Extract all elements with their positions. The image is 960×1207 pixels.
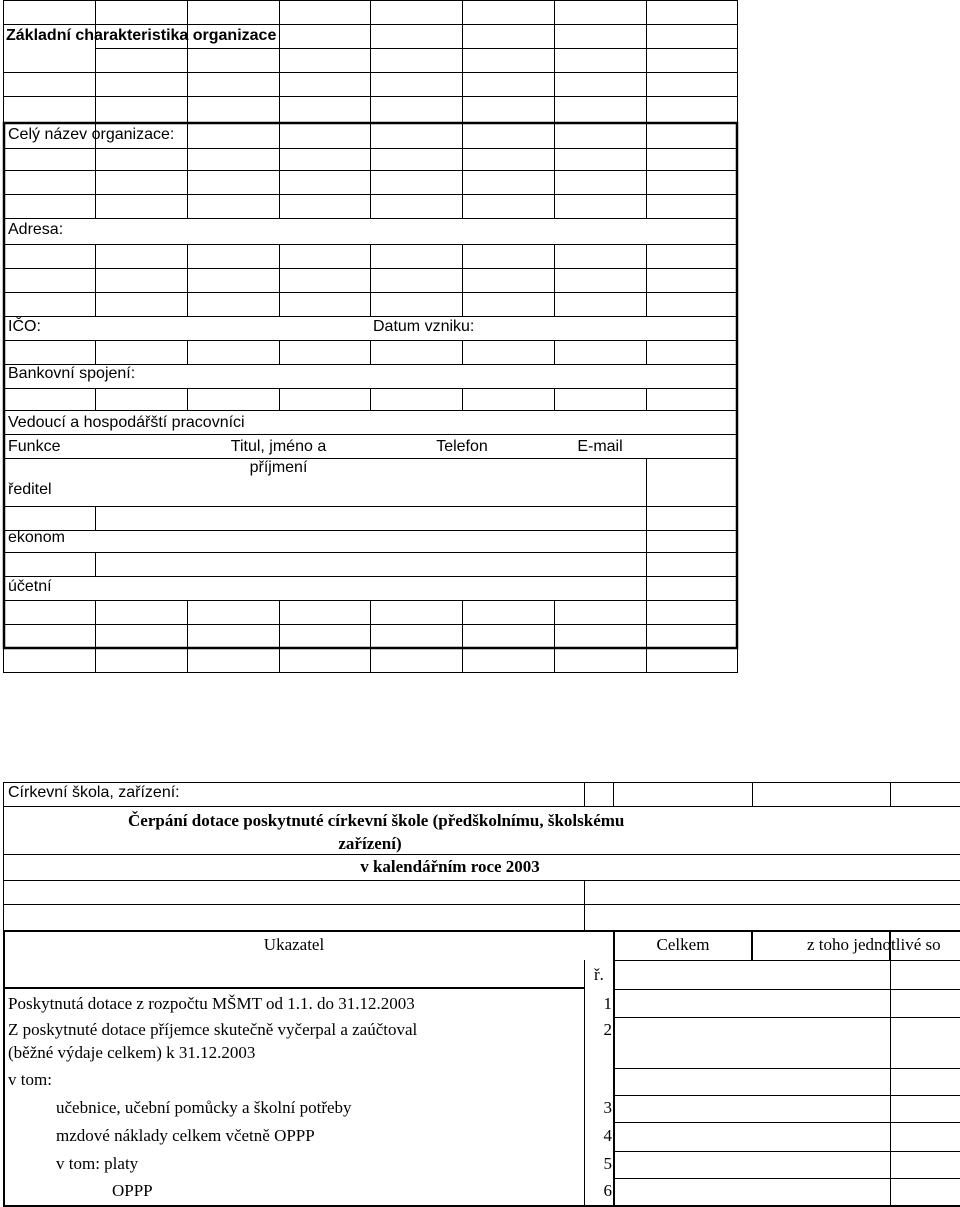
section-title: Základní charakteristika organizace bbox=[6, 27, 277, 44]
role-accountant: účetní bbox=[8, 578, 52, 595]
row-6-label: OPPP bbox=[112, 1181, 153, 1200]
name-column-header-line1: Titul, jméno a bbox=[230, 438, 327, 455]
row-in-which-label: v tom: bbox=[8, 1070, 52, 1089]
breakdown-column-header: z toho jednotlivé so bbox=[807, 935, 941, 954]
row-4-label: mzdové náklady celkem včetně OPPP bbox=[56, 1126, 315, 1145]
row-3-number: 3 bbox=[603, 1098, 612, 1117]
role-economist: ekonom bbox=[8, 529, 65, 546]
school-label: Církevní škola, zařízení: bbox=[8, 784, 180, 801]
row-2-number: 2 bbox=[603, 1020, 612, 1039]
address-label: Adresa: bbox=[8, 221, 64, 238]
ico-label: IČO: bbox=[8, 318, 41, 335]
indicator-column-header: Ukazatel bbox=[263, 935, 325, 954]
row-number-column-header: ř. bbox=[594, 965, 604, 984]
row-1-number: 1 bbox=[603, 994, 612, 1013]
row-4-number: 4 bbox=[603, 1126, 612, 1145]
row-6-number: 6 bbox=[603, 1181, 612, 1200]
staff-heading: Vedoucí a hospodářští pracovníci bbox=[8, 414, 245, 431]
bank-account-label: Bankovní spojení: bbox=[8, 365, 136, 382]
function-column-header: Funkce bbox=[8, 438, 61, 455]
row-1-label: Poskytnutá dotace z rozpočtu MŠMT od 1.1. do 31.12.2003 bbox=[8, 994, 415, 1013]
role-director: ředitel bbox=[8, 481, 52, 498]
report-heading-line3: v kalendářním roce 2003 bbox=[360, 857, 540, 876]
row-2-label-line2: (běžné výdaje celkem) k 31.12.2003 bbox=[8, 1043, 256, 1062]
row-5-label: v tom: platy bbox=[56, 1154, 139, 1173]
phone-column-header: Telefon bbox=[436, 438, 488, 455]
row-5-number: 5 bbox=[603, 1154, 612, 1173]
row-3-label: učebnice, učební pomůcky a školní potřeby bbox=[56, 1098, 352, 1117]
row-2-label-line1: Z poskytnuté dotace příjemce skutečně vyčerpal a zaúčtoval bbox=[8, 1020, 418, 1039]
report-heading-line1: Čerpání dotace poskytnuté církevní škole (předškolnímu, školskému bbox=[128, 811, 625, 830]
total-column-header: Celkem bbox=[656, 935, 710, 954]
founded-date-label: Datum vzniku: bbox=[373, 318, 475, 335]
name-column-header-line2: příjmení bbox=[249, 459, 308, 476]
email-column-header: E-mail bbox=[577, 438, 623, 455]
report-heading-line2: zařízení) bbox=[338, 834, 402, 853]
org-name-label: Celý název organizace: bbox=[8, 126, 175, 143]
